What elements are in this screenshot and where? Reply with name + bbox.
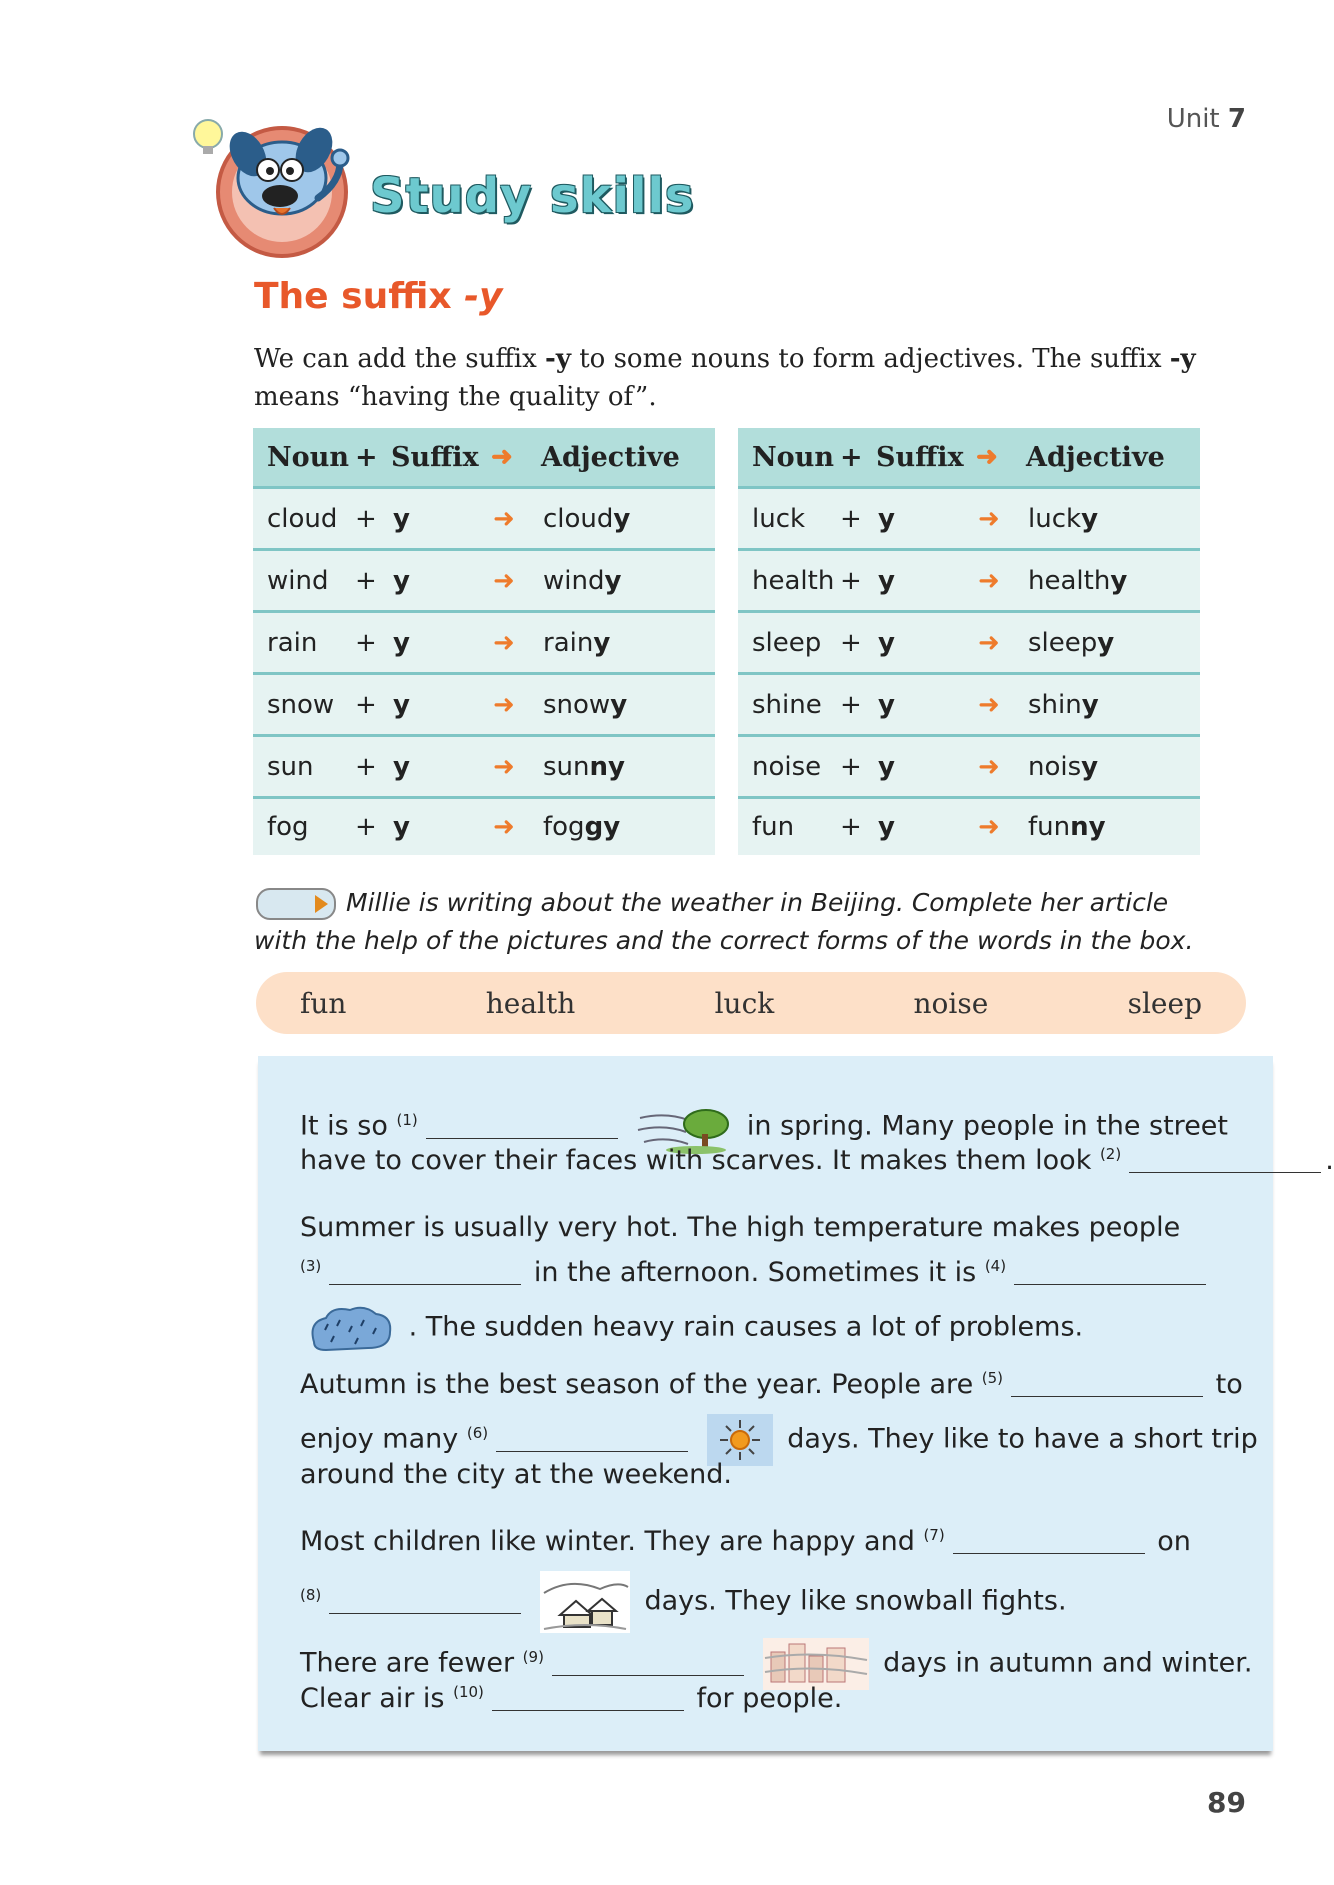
table-header: Noun + Suffix ➜ Adjective <box>253 428 715 489</box>
unit-label: Unit 7 <box>1166 104 1246 134</box>
suffix-table-left <box>253 428 715 855</box>
arrow-icon: ➜ <box>978 503 1000 534</box>
study-skills-title: Study skills <box>370 168 695 224</box>
table-row: fog + y ➜ foggy <box>267 812 621 842</box>
answer-blank[interactable] <box>1129 1150 1321 1173</box>
arrow-icon: ➜ <box>978 812 1000 842</box>
table-row: shine + y ➜ shiny <box>738 675 1200 737</box>
answer-blank[interactable] <box>329 1262 521 1285</box>
answer-blank[interactable] <box>552 1653 744 1676</box>
table-row: fun + y ➜ funny <box>752 812 1106 842</box>
answer-blank[interactable] <box>426 1116 618 1139</box>
answer-blank[interactable] <box>1011 1374 1203 1397</box>
table-row: cloud + y ➜ cloudy <box>253 489 715 551</box>
arrow-icon: ➜ <box>493 565 515 596</box>
word-box <box>256 972 1246 1034</box>
section-heading: The suffix -y <box>254 276 503 317</box>
arrow-icon: ➜ <box>493 503 515 534</box>
dog-mascot-logo <box>190 112 390 262</box>
word-box-item: sleep <box>1127 986 1202 1020</box>
table-row: luck + y ➜ lucky <box>738 489 1200 551</box>
arrow-icon: ➜ <box>976 442 998 472</box>
word-box-item: luck <box>714 986 775 1020</box>
arrow-icon: ➜ <box>491 442 513 472</box>
table-header: Noun + Suffix ➜ Adjective <box>738 428 1200 489</box>
table-row: sleep + y ➜ sleepy <box>738 613 1200 675</box>
table-row: sun + y ➜ sunny <box>253 737 715 799</box>
answer-blank[interactable] <box>496 1429 688 1452</box>
arrow-icon: ➜ <box>978 627 1000 658</box>
snowy-house-icon <box>540 1571 630 1633</box>
answer-blank[interactable] <box>492 1688 684 1711</box>
answer-blank[interactable] <box>953 1531 1145 1554</box>
table-row: snow + y ➜ snowy <box>253 675 715 737</box>
rain-cloud-icon <box>306 1302 394 1354</box>
exercise-instruction: Millie is writing about the weather in Beijing. Complete her article with the help of the pictures and the correct forms of the words in the box. <box>254 888 1194 955</box>
answer-blank[interactable] <box>1014 1262 1206 1285</box>
word-box-item: health <box>485 986 576 1020</box>
arrow-icon: ➜ <box>978 751 1000 782</box>
word-box-item: noise <box>913 986 989 1020</box>
word-box-item: fun <box>300 986 347 1020</box>
table-row: noise + y ➜ noisy <box>738 737 1200 799</box>
intro-paragraph: We can add the suffix -y to some nouns to form adjectives. The suffix -y means “having the quality of”. <box>254 344 1196 412</box>
arrow-icon: ➜ <box>493 689 515 720</box>
table-row: wind + y ➜ windy <box>253 551 715 613</box>
arrow-icon: ➜ <box>978 689 1000 720</box>
arrow-icon: ➜ <box>493 751 515 782</box>
table-row: rain + y ➜ rainy <box>253 613 715 675</box>
arrow-icon: ➜ <box>493 627 515 658</box>
answer-blank[interactable] <box>329 1591 521 1614</box>
arrow-icon: ➜ <box>978 565 1000 596</box>
page-number: 89 <box>1207 1786 1246 1819</box>
article-text: It is so $^{(1)}$ in spring. Many people in the street have to cover their faces with scarves. It makes them look $^{(2)}$ . Summer is usually very hot. The high temperature makes people $^{(3)}$ in the afternoon. Sometimes it is $^{(4)}$ . The sudden heavy rain causes a lot of problems. Autumn is the best season of the year. People are $^{(5)}$ to enjoy many $^{(6)}$ days. They like to have a short trip around the city at the weekend. Most children like winter. They are happy and $^{(7)}$ on $^{(8)}$ days. They like snowball fights. There are fewer $^{(9)}$ days in autumn and winter. Clear air is $^{(10)}$ for people. <box>300 1100 1260 1728</box>
suffix-table-right <box>738 428 1200 855</box>
arrow-icon: ➜ <box>493 812 515 842</box>
table-row: health + y ➜ healthy <box>738 551 1200 613</box>
